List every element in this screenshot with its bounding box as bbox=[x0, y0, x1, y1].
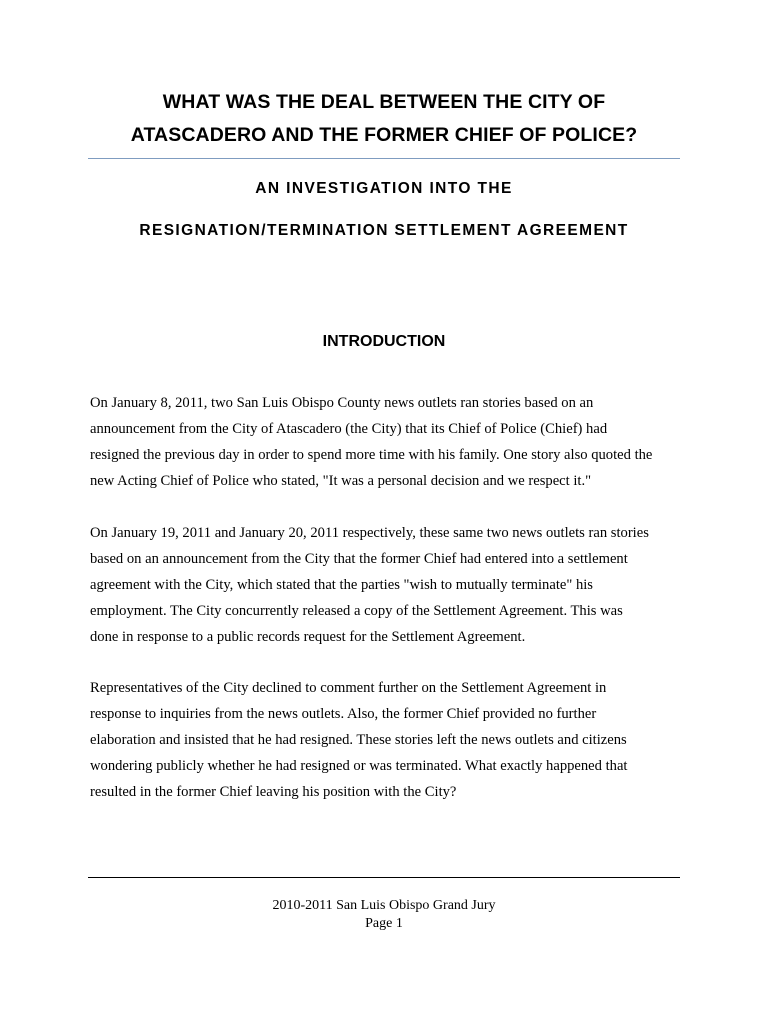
document-title bbox=[88, 86, 680, 152]
paragraph-line: done in response to a public records request for the Settlement Agreement. bbox=[90, 629, 526, 645]
paragraph-line: On January 8, 2011, two San Luis Obispo County news outlets ran stories based on an bbox=[90, 395, 594, 411]
footer-publisher: 2010-2011 San Luis Obispo Grand Jury bbox=[272, 898, 496, 913]
paragraph-line: employment. The City concurrently released a copy of the Settlement Agreement. This was bbox=[90, 603, 623, 619]
paragraph-line: new Acting Chief of Police who stated, "It was a personal decision and we respect it." bbox=[90, 473, 592, 489]
paragraph-line: announcement from the City of Atascadero (the City) that its Chief of Police (Chief) had bbox=[90, 421, 608, 437]
paragraph-line: resulted in the former Chief leaving his position with the City? bbox=[90, 784, 457, 800]
paragraph-line: based on an announcement from the City that the former Chief had entered into a settlement bbox=[90, 551, 628, 567]
title-divider bbox=[88, 158, 680, 159]
paragraph bbox=[90, 675, 686, 805]
paragraph-line: resigned the previous day in order to spend more time with his family. One story also quoted the bbox=[90, 447, 653, 463]
paragraph-line: response to inquiries from the news outlets. Also, the former Chief provided no further bbox=[90, 706, 597, 722]
document-subtitle-line: RESIGNATION/TERMINATION SETTLEMENT AGREEMENT bbox=[139, 222, 629, 239]
paragraph-line: agreement with the City, which stated that the parties "wish to mutually terminate" his bbox=[90, 577, 593, 593]
document-title-line: ATASCADERO AND THE FORMER CHIEF OF POLICE? bbox=[130, 124, 638, 146]
footer-divider bbox=[88, 877, 680, 878]
paragraph-line: Representatives of the City declined to comment further on the Settlement Agreement in bbox=[90, 680, 607, 696]
paragraph bbox=[90, 390, 686, 494]
paragraph-line: elaboration and insisted that he had resigned. These stories left the news outlets and citizens bbox=[90, 732, 627, 748]
paragraph-line: On January 19, 2011 and January 20, 2011 respectively, these same two news outlets ran stories bbox=[90, 525, 649, 541]
paragraph bbox=[90, 520, 686, 650]
paragraph-line: wondering publicly whether he had resigned or was terminated. What exactly happened that bbox=[90, 758, 628, 774]
document-subtitle-line: AN INVESTIGATION INTO THE bbox=[255, 180, 513, 197]
document-title-line: WHAT WAS THE DEAL BETWEEN THE CITY OF bbox=[162, 91, 606, 113]
footer-page-number: Page 1 bbox=[365, 916, 403, 931]
section-heading-introduction: INTRODUCTION bbox=[322, 333, 446, 350]
